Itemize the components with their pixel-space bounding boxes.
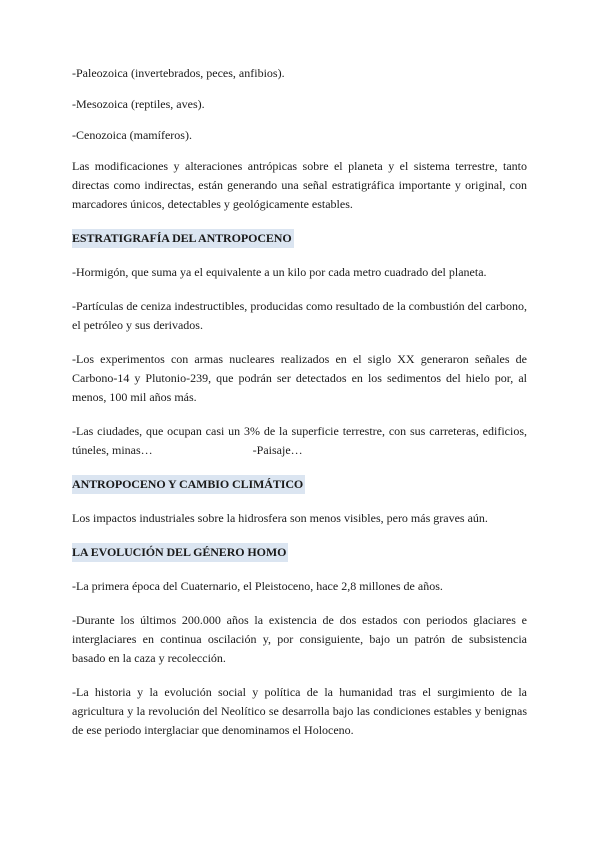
document-page	[72, 64, 527, 755]
list-item: -Hormigón, que suma ya el equivalente a un kilo por cada metro cuadrado del planeta.	[72, 265, 487, 279]
list-item-cities	[72, 422, 527, 460]
era-paleozoic: -Paleozoica (invertebrados, peces, anfibios).	[72, 66, 285, 80]
list-item: -Los experimentos con armas nucleares realizados en el siglo XX generaron señales de Carbono-14 y Plutonio-239, que podrán ser detectados en los sedimentos del hielo por, al menos, 100 mil años más.	[72, 352, 527, 404]
list-item: -La primera época del Cuaternario, el Pleistoceno, hace 2,8 millones de años.	[72, 579, 443, 593]
cities-text: -Las ciudades, que ocupan casi un 3% de la superficie terrestre, con sus carreteras, edificios, túneles, minas…	[72, 424, 527, 457]
list-item: -La historia y la evolución social y política de la humanidad tras el surgimiento de la agricultura y la revolución del Neolítico se desarrolla bajo las condiciones estables y benignas de ese periodo interglaciar que denominamos el Holoceno.	[72, 685, 527, 737]
heading-text: LA EVOLUCIÓN DEL GÉNERO HOMO	[72, 543, 288, 562]
list-item: -Durante los últimos 200.000 años la existencia de dos estados con periodos glaciares e interglaciares en continua oscilación y, por consiguiente, bajo un patrón de subsistencia basado en la caza y recolección.	[72, 613, 527, 665]
section-heading-genero-homo	[72, 543, 527, 562]
era-cenozoic: -Cenozoica (mamíferos).	[72, 128, 192, 142]
paisaje-text: -Paisaje…	[252, 443, 303, 457]
list-item: -Partículas de ceniza indestructibles, producidas como resultado de la combustión del carbono, el petróleo y sus derivados.	[72, 299, 527, 332]
heading-text: ANTROPOCENO Y CAMBIO CLIMÁTICO	[72, 475, 305, 494]
climate-paragraph: Los impactos industriales sobre la hidrosfera son menos visibles, pero más graves aún.	[72, 511, 488, 525]
section-heading-cambio-climatico	[72, 475, 527, 494]
intro-paragraph: Las modificaciones y alteraciones antrópicas sobre el planeta y el sistema terrestre, tanto directas como indirectas, están generando una señal estratigráfica importante y original, con marcadores únicos, detectables y geológicamente estables.	[72, 159, 527, 211]
era-mesozoic: -Mesozoica (reptiles, aves).	[72, 97, 205, 111]
heading-text: ESTRATIGRAFÍA DEL ANTROPOCENO	[72, 229, 294, 248]
section-heading-estratigrafia	[72, 229, 527, 248]
